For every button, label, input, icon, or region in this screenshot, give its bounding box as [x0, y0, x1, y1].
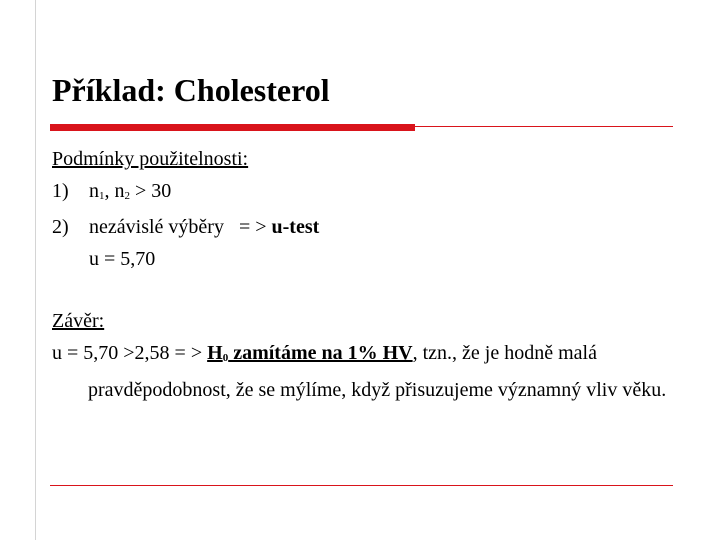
hypothesis-rejection — [207, 342, 412, 364]
subscript: 1 — [99, 189, 105, 202]
subscript: 2 — [124, 189, 130, 202]
condition-item-2 — [52, 212, 672, 244]
condition-text: > 30 — [130, 179, 172, 202]
left-frame-line — [35, 0, 36, 540]
item-number: 2) — [52, 216, 69, 239]
conclusion-prefix: u = 5,70 >2,58 = > — [52, 341, 208, 364]
rejection-text: zamítáme na 1% HV — [228, 341, 413, 364]
title-accent-bar — [50, 124, 415, 131]
spacer — [52, 275, 672, 306]
n-symbol: n — [89, 179, 99, 202]
bottom-rule-line — [50, 485, 673, 486]
conditions-heading: Podmínky použitelnosti: — [52, 148, 249, 170]
subscript: 0 — [222, 351, 229, 364]
u-value: u = 5,70 — [89, 247, 156, 270]
conclusion-rest: , tzn., že je hodně malá pravděpodobnost, že se mýlíme, když přisuzujeme významný vliv věku. — [88, 341, 667, 401]
test-name: u-test — [271, 216, 320, 239]
condition-text: nezávislé výběry = > — [89, 216, 272, 239]
slide-body — [52, 144, 672, 406]
h-symbol: H — [207, 341, 223, 364]
item-number: 1) — [52, 179, 69, 202]
n-symbol-2: , n — [104, 179, 125, 202]
conclusion-text — [52, 338, 672, 406]
title-rule-line — [415, 126, 673, 127]
condition-item-1 — [52, 176, 672, 213]
slide-title: Příklad: Cholesterol — [52, 72, 330, 108]
conclusion-heading: Závěr: — [52, 310, 105, 333]
